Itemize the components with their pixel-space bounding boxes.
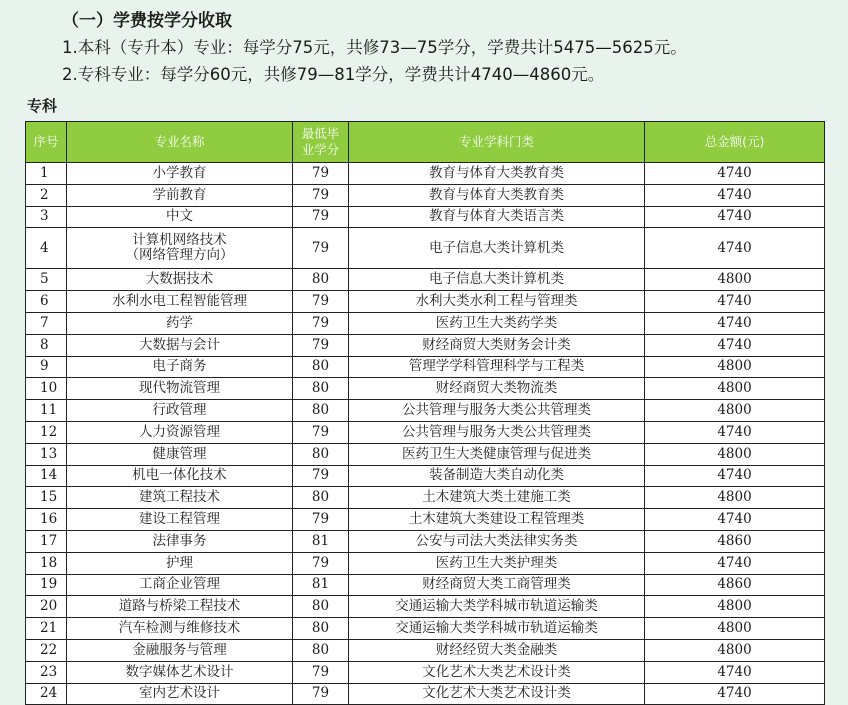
cell-no: 17: [26, 530, 67, 552]
cell-amount: 4860: [645, 530, 825, 552]
table-row: [26, 228, 825, 269]
cell-amount: 4800: [645, 596, 825, 618]
cell-amount: 4740: [645, 228, 825, 269]
cell-credits: 79: [293, 228, 349, 269]
table-row: [26, 487, 825, 509]
cell-name: 护理: [67, 552, 293, 574]
cell-credits: 79: [293, 312, 349, 334]
cell-amount: 4800: [645, 618, 825, 640]
table-row: [26, 400, 825, 422]
cell-amount: 4740: [645, 661, 825, 683]
cell-category: 管理学学科管理科学与工程类: [349, 356, 645, 378]
cell-credits: 79: [293, 421, 349, 443]
cell-category: 电子信息大类计算机类: [349, 228, 645, 269]
cell-credits: 79: [293, 509, 349, 531]
cell-amount: 4740: [645, 163, 825, 185]
cell-no: 19: [26, 574, 67, 596]
cell-no: 24: [26, 683, 67, 705]
cell-no: 14: [26, 465, 67, 487]
table-row: [26, 661, 825, 683]
cell-credits: 79: [293, 552, 349, 574]
table-row: [26, 552, 825, 574]
header-no: 序号: [26, 122, 67, 163]
cell-no: 7: [26, 312, 67, 334]
table-row: [26, 356, 825, 378]
section-heading: （一）学费按学分收取: [62, 11, 232, 31]
cell-category: 医药卫生大类护理类: [349, 552, 645, 574]
cell-name: 行政管理: [67, 400, 293, 422]
header-name: 专业名称: [67, 122, 293, 163]
cell-amount: 4740: [645, 184, 825, 206]
cell-no: 21: [26, 618, 67, 640]
fee-table: [25, 121, 825, 705]
cell-category: 水利大类水利工程与管理类: [349, 291, 645, 313]
table-row: [26, 618, 825, 640]
table-row: [26, 291, 825, 313]
cell-name: 室内艺术设计: [67, 683, 293, 705]
cell-credits: 80: [293, 269, 349, 291]
cell-category: 财经商贸大类工商管理类: [349, 574, 645, 596]
cell-category: 文化艺术大类艺术设计类: [349, 661, 645, 683]
table-header-row: [26, 122, 825, 163]
cell-credits: 80: [293, 596, 349, 618]
cell-credits: 79: [293, 184, 349, 206]
cell-category: 教育与体育大类教育类: [349, 184, 645, 206]
table-row: [26, 184, 825, 206]
undergraduate-fee-line: 1.本科（专升本）专业：每学分75元，共修73—75学分，学费共计5475—5625元。: [62, 38, 687, 57]
cell-category: 交通运输大类学科城市轨道运输类: [349, 596, 645, 618]
cell-category: 医药卫生大类健康管理与促进类: [349, 443, 645, 465]
cell-category: 电子信息大类计算机类: [349, 269, 645, 291]
cell-amount: 4740: [645, 465, 825, 487]
cell-amount: 4800: [645, 400, 825, 422]
table-row: [26, 596, 825, 618]
cell-name: 法律事务: [67, 530, 293, 552]
table-row: [26, 574, 825, 596]
cell-name: 健康管理: [67, 443, 293, 465]
cell-name: 人力资源管理: [67, 421, 293, 443]
cell-name: 小学教育: [67, 163, 293, 185]
cell-no: 13: [26, 443, 67, 465]
cell-name: 现代物流管理: [67, 378, 293, 400]
cell-category: 公共管理与服务大类公共管理类: [349, 421, 645, 443]
table-row: [26, 206, 825, 228]
table-row: [26, 378, 825, 400]
cell-credits: 80: [293, 639, 349, 661]
cell-no: 9: [26, 356, 67, 378]
cell-amount: 4800: [645, 639, 825, 661]
cell-credits: 79: [293, 163, 349, 185]
cell-no: 5: [26, 269, 67, 291]
cell-name: 大数据与会计: [67, 334, 293, 356]
cell-no: 2: [26, 184, 67, 206]
cell-credits: 79: [293, 291, 349, 313]
cell-amount: 4740: [645, 552, 825, 574]
table-row: [26, 312, 825, 334]
cell-name-subline: （网络管理方向）: [125, 247, 234, 264]
cell-amount: 4740: [645, 291, 825, 313]
cell-name: 建设工程管理: [67, 509, 293, 531]
cell-amount: 4800: [645, 269, 825, 291]
cell-no: 20: [26, 596, 67, 618]
table-row: [26, 443, 825, 465]
cell-category: 公共管理与服务大类公共管理类: [349, 400, 645, 422]
cell-credits: 81: [293, 574, 349, 596]
cell-credits: 79: [293, 206, 349, 228]
cell-amount: 4740: [645, 312, 825, 334]
header-category: 专业学科门类: [349, 122, 645, 163]
cell-name: 金融服务与管理: [67, 639, 293, 661]
cell-category: 教育与体育大类教育类: [349, 163, 645, 185]
cell-category: 财经商贸大类物流类: [349, 378, 645, 400]
table-row: [26, 421, 825, 443]
table-body: [26, 163, 825, 705]
cell-credits: 79: [293, 661, 349, 683]
cell-category: 交通运输大类学科城市轨道运输类: [349, 618, 645, 640]
table-row: [26, 683, 825, 705]
cell-amount: 4740: [645, 334, 825, 356]
cell-no: 1: [26, 163, 67, 185]
cell-category: 公安与司法大类法律实务类: [349, 530, 645, 552]
table-row: [26, 163, 825, 185]
cell-name: 机电一体化技术: [67, 465, 293, 487]
cell-name: 学前教育: [67, 184, 293, 206]
cell-amount: 4860: [645, 574, 825, 596]
cell-amount: 4740: [645, 206, 825, 228]
cell-amount: 4800: [645, 487, 825, 509]
cell-no: 6: [26, 291, 67, 313]
header-amount: 总金额(元): [645, 122, 825, 163]
cell-category: 土木建筑大类建设工程管理类: [349, 509, 645, 531]
cell-name: 数字媒体艺术设计: [67, 661, 293, 683]
cell-amount: 4800: [645, 378, 825, 400]
cell-category: 医药卫生大类药学类: [349, 312, 645, 334]
cell-amount: 4740: [645, 683, 825, 705]
cell-no: 23: [26, 661, 67, 683]
section-label: 专科: [27, 97, 58, 115]
table-row: [26, 334, 825, 356]
cell-no: 8: [26, 334, 67, 356]
cell-no: 10: [26, 378, 67, 400]
cell-category: 财经商贸大类财务会计类: [349, 334, 645, 356]
header-credits: 最低毕业学分: [293, 122, 349, 163]
cell-credits: 80: [293, 356, 349, 378]
cell-no: 22: [26, 639, 67, 661]
cell-no: 3: [26, 206, 67, 228]
cell-no: 4: [26, 228, 67, 269]
cell-credits: 81: [293, 530, 349, 552]
cell-no: 12: [26, 421, 67, 443]
junior-college-fee-line: 2.专科专业：每学分60元，共修79—81学分，学费共计4740—4860元。: [62, 65, 605, 84]
cell-no: 16: [26, 509, 67, 531]
cell-no: 18: [26, 552, 67, 574]
cell-credits: 80: [293, 378, 349, 400]
cell-category: 装备制造大类自动化类: [349, 465, 645, 487]
cell-name: 工商企业管理: [67, 574, 293, 596]
table-row: [26, 269, 825, 291]
cell-category: 土木建筑大类土建施工类: [349, 487, 645, 509]
cell-no: 11: [26, 400, 67, 422]
cell-amount: 4800: [645, 443, 825, 465]
table-row: [26, 465, 825, 487]
cell-credits: 80: [293, 443, 349, 465]
cell-credits: 80: [293, 618, 349, 640]
cell-name: [67, 228, 293, 269]
cell-no: 15: [26, 487, 67, 509]
cell-category: 教育与体育大类语言类: [349, 206, 645, 228]
cell-credits: 80: [293, 487, 349, 509]
table-row: [26, 530, 825, 552]
cell-name: 道路与桥梁工程技术: [67, 596, 293, 618]
cell-name: 汽车检测与维修技术: [67, 618, 293, 640]
cell-name: 中文: [67, 206, 293, 228]
cell-name: 建筑工程技术: [67, 487, 293, 509]
table-row: [26, 509, 825, 531]
cell-category: 财经经贸大类金融类: [349, 639, 645, 661]
cell-amount: 4800: [645, 356, 825, 378]
cell-name-line: 计算机网络技术: [132, 232, 227, 249]
cell-credits: 79: [293, 334, 349, 356]
cell-category: 文化艺术大类艺术设计类: [349, 683, 645, 705]
cell-credits: 80: [293, 400, 349, 422]
cell-credits: 79: [293, 683, 349, 705]
cell-name: 电子商务: [67, 356, 293, 378]
cell-name: 大数据技术: [67, 269, 293, 291]
cell-amount: 4740: [645, 421, 825, 443]
cell-credits: 79: [293, 465, 349, 487]
table-row: [26, 639, 825, 661]
cell-amount: 4740: [645, 509, 825, 531]
cell-name: 药学: [67, 312, 293, 334]
cell-name: 水利水电工程智能管理: [67, 291, 293, 313]
